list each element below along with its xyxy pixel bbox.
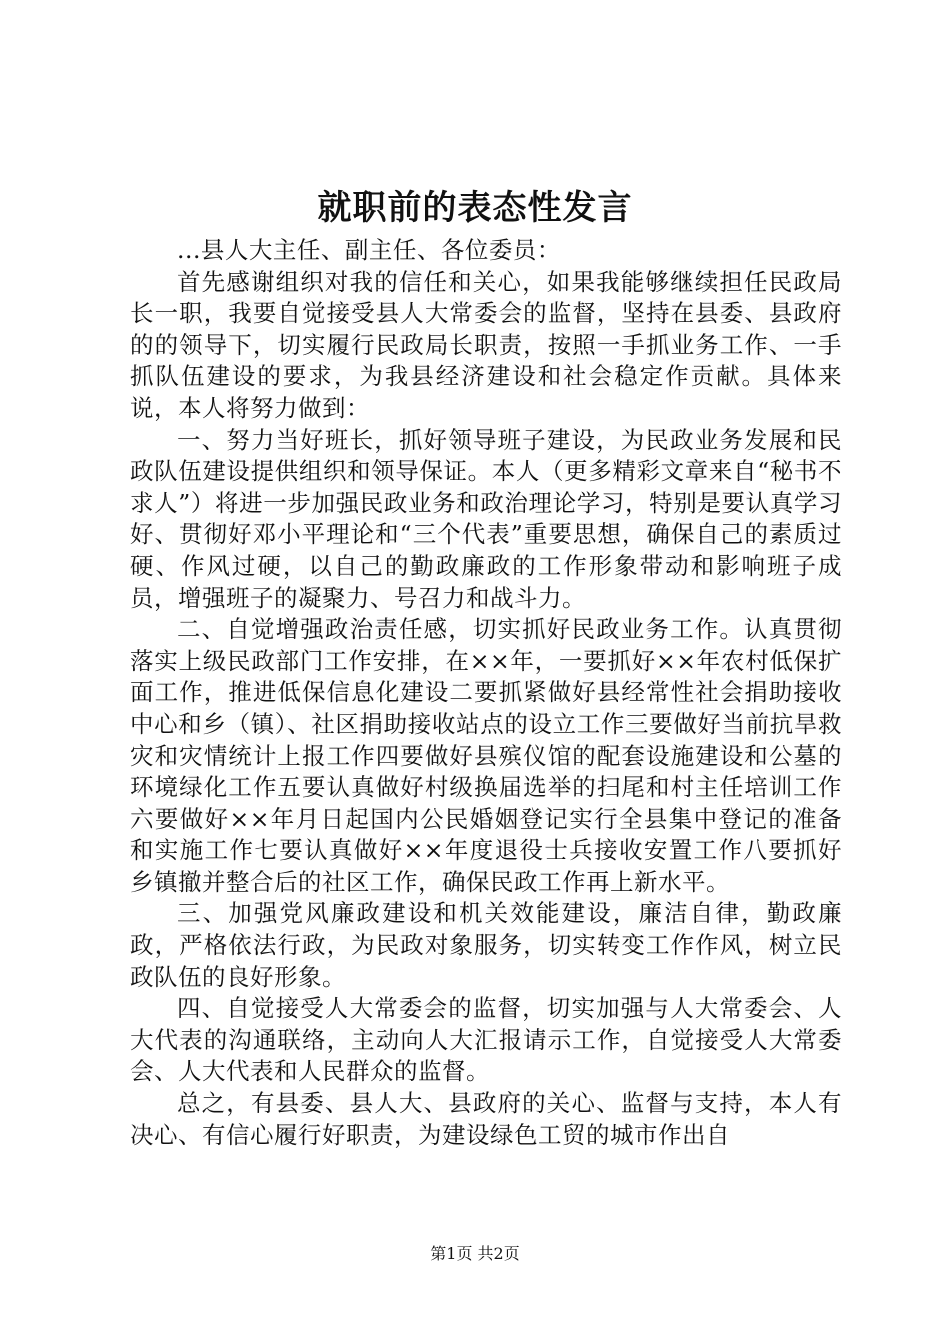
salutation: ...县人大主任、副主任、各位委员： xyxy=(177,236,561,264)
document-body xyxy=(130,235,842,1151)
paragraph-intro: 首先感谢组织对我的信任和关心，如果我能够继续担任民政局长一职，我要自觉接受县人大常委会的监督，坚持在县委、县政府的的领导下，切实履行民政局长职责，按照一手抓业务工作、一手抓队伍建设的要求，为我县经济建设和社会稳定作贡献。具体来说，本人将努力做到： xyxy=(130,267,842,422)
document-title: 就职前的表态性发言 xyxy=(317,188,633,228)
paragraph-conclusion: 总之，有县委、县人大、县政府的关心、监督与支持，本人有决心、有信心履行好职责，为建设绿色工贸的城市作出自 xyxy=(130,1089,842,1149)
paragraph-point-4: 四、自觉接受人大常委会的监督，切实加强与人大常委会、人大代表的沟通联络，主动向人大汇报请示工作，自觉接受人大常委会、人大代表和人民群众的监督。 xyxy=(130,994,842,1086)
paragraph-point-3: 三、加强党风廉政建设和机关效能建设，廉洁自律，勤政廉政，严格依法行政，为民政对象服务，切实转变工作作风，树立民政队伍的良好形象。 xyxy=(130,899,842,991)
paragraph-point-2: 二、自觉增强政治责任感，切实抓好民政业务工作。认真贯彻落实上级民政部门工作安排，在××年，一要抓好××年农村低保扩面工作，推进低保信息化建设二要抓紧做好县经常性社会捐助接收中心和乡（镇）、社区捐助接收站点的设立工作三要做好当前抗旱救灾和灾情统计上报工作四要做好县殡仪馆的配套设施建设和公墓的环境绿化工作五要认真做好村级换届选举的扫尾和村主任培训工作六要做好××年月日起国内公民婚姻登记实行全县集中登记的准备和实施工作七要认真做好××年度退役士兵接收安置工作八要抓好乡镇撤并整合后的社区工作，确保民政工作再上新水平。 xyxy=(130,615,842,896)
page-number-footer: 第1页 共2页 xyxy=(430,1244,520,1263)
paragraph-point-1: 一、努力当好班长，抓好领导班子建设，为民政业务发展和民政队伍建设提供组织和领导保证。本人（更多精彩文章来自“秘书不求人”）将进一步加强民政业务和政治理论学习，特别是要认真学习好、贯彻好邓小平理论和“三个代表”重要思想，确保自己的素质过硬、作风过硬，以自己的勤政廉政的工作形象带动和影响班子成员，增强班子的凝聚力、号召力和战斗力。 xyxy=(130,425,842,612)
